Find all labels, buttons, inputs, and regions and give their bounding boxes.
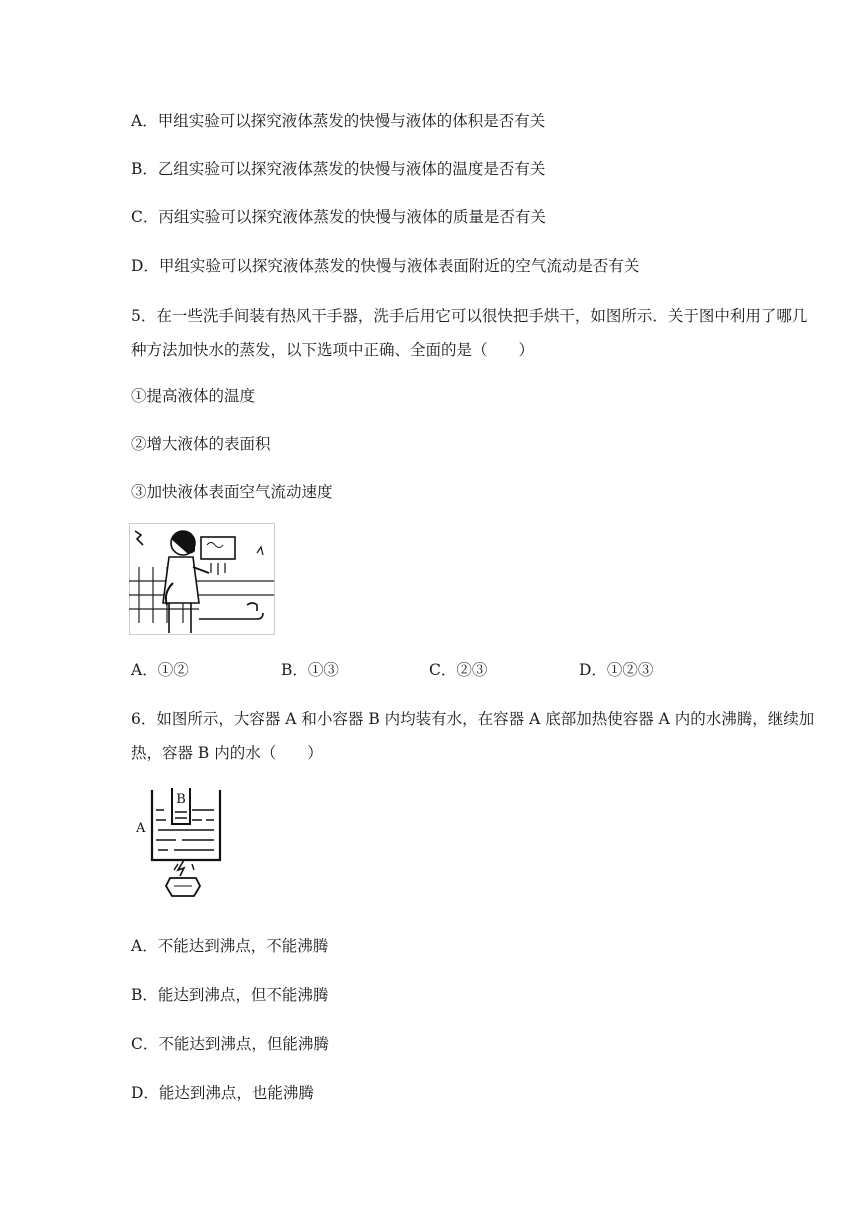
- q6-option-a: A．不能达到沸点，不能沸腾: [131, 937, 329, 955]
- q5-item-2: ②增大液体的表面积: [131, 435, 271, 453]
- q5-option-c: C．②③: [429, 661, 488, 679]
- q6-option-d: D．能达到沸点，也能沸腾: [131, 1084, 314, 1102]
- q4-option-a: A．甲组实验可以探究液体蒸发的快慢与液体的体积是否有关: [131, 112, 546, 130]
- q4-option-b: B．乙组实验可以探究液体蒸发的快慢与液体的温度是否有关: [131, 160, 546, 178]
- q6-stem: 6．如图所示，大容器 A 和小容器 B 内均装有水，在容器 A 底部加热使容器 A 内的水沸腾，继续加热，容器 B 内的水（ ）: [131, 710, 815, 762]
- hand-dryer-figure: [129, 523, 275, 635]
- q6-option-b: B．能达到沸点，但不能沸腾: [131, 986, 329, 1004]
- q6-option-c: C．不能达到沸点，但能沸腾: [131, 1035, 329, 1053]
- q5-options: [131, 658, 731, 682]
- q5-stem: 5．在一些洗手间装有热风干手器，洗手后用它可以很快把手烘干，如图所示．关于图中利用了哪几种方法加快水的蒸发，以下选项中正确、全面的是（ ）: [131, 307, 808, 359]
- q4-option-c: C．丙组实验可以探究液体蒸发的快慢与液体的质量是否有关: [131, 208, 546, 226]
- q5-item-1: ①提高液体的温度: [131, 387, 256, 405]
- boiling-containers-figure: [134, 786, 228, 902]
- container-a-label: A: [136, 821, 146, 836]
- container-b-label: B: [176, 792, 186, 807]
- q5-option-d: D．①②③: [579, 661, 654, 679]
- q5-option-b: B．①③: [281, 661, 339, 679]
- q5-item-3: ③加快液体表面空气流动速度: [131, 483, 333, 501]
- q5-option-a: A．①②: [131, 661, 189, 679]
- q4-option-d: D．甲组实验可以探究液体蒸发的快慢与液体表面附近的空气流动是否有关: [131, 257, 640, 275]
